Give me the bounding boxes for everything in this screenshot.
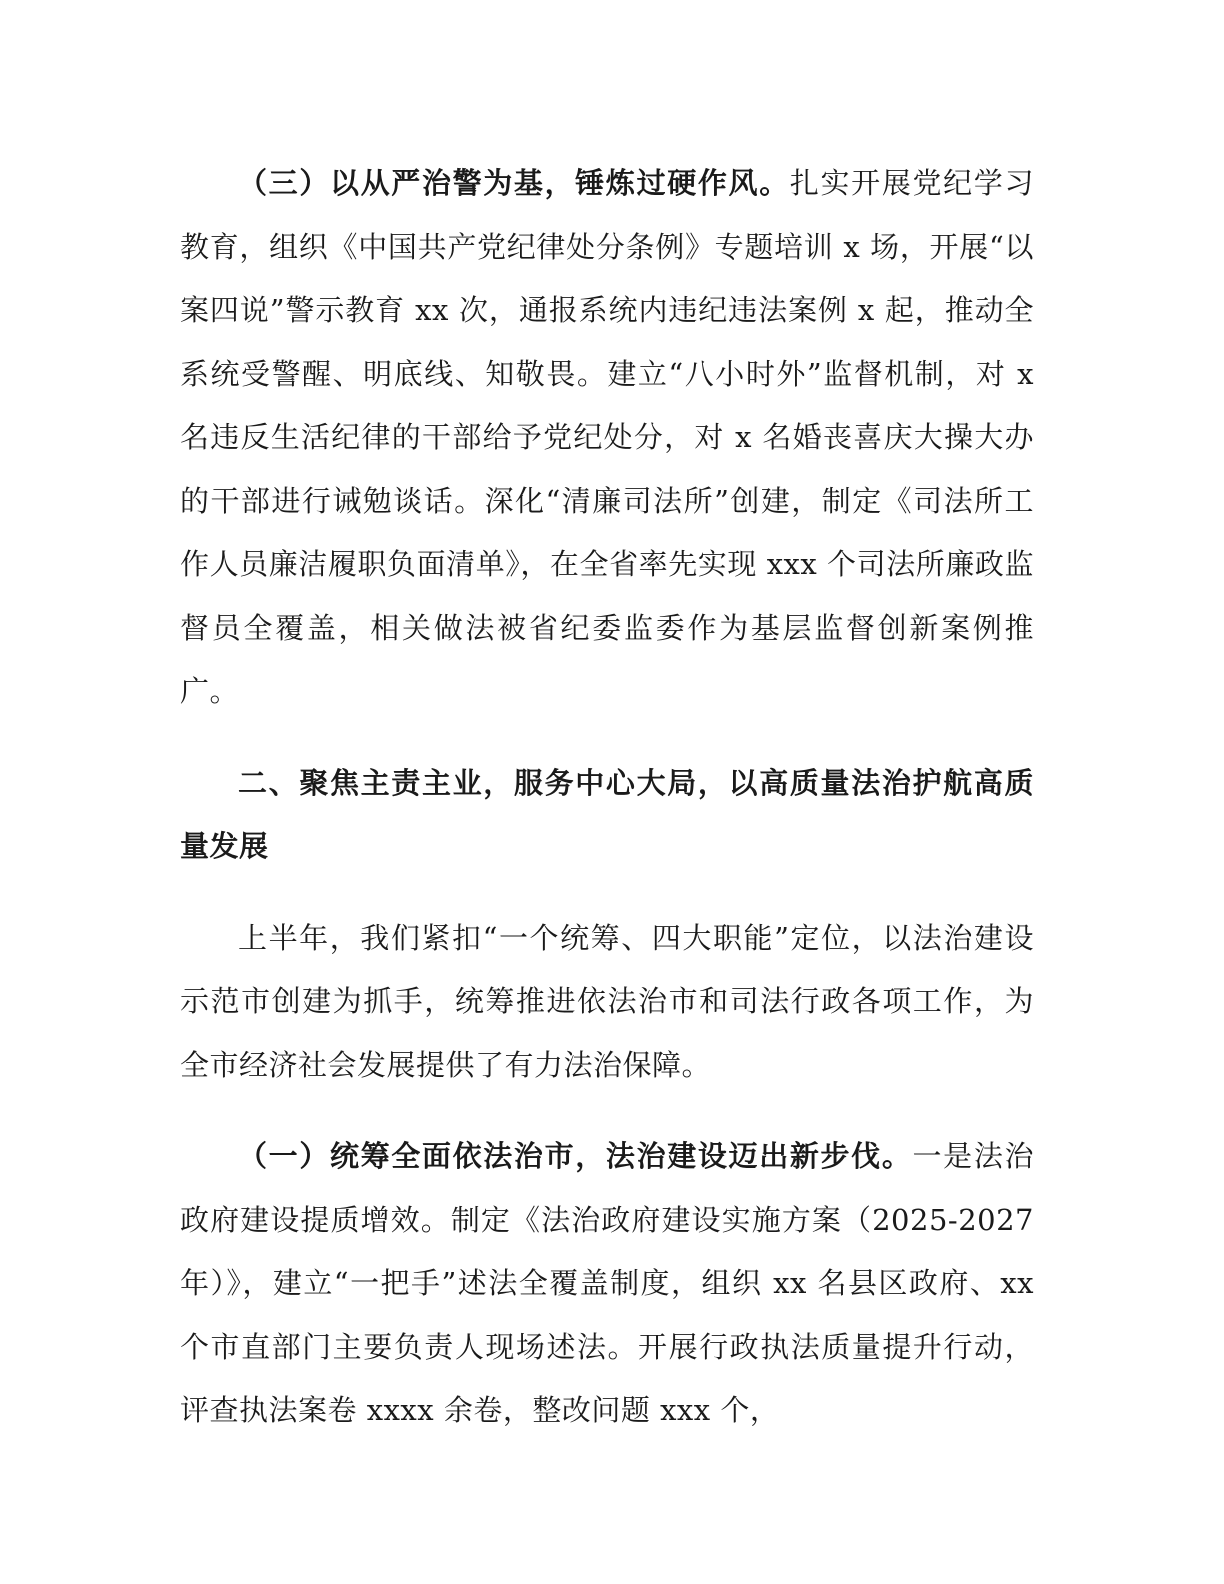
chapter-2-heading: 二、聚焦主责主业，服务中心大局，以高质量法治护航高质量发展: [180, 765, 1034, 863]
section-1-paragraph: [180, 1125, 1034, 1443]
section-1-lead: （一）统筹全面依法治市，法治建设迈出新步伐。: [238, 1139, 913, 1173]
document-page: [180, 152, 1034, 1443]
chapter-2-intro: 上半年，我们紧扣“一个统筹、四大职能”定位，以法治建设示范市创建为抓手，统筹推进依法治市和司法行政各项工作，为全市经济社会发展提供了有力法治保障。: [180, 920, 1034, 1082]
section-3-lead: （三）以从严治警为基，锤炼过硬作风。: [238, 166, 790, 200]
section-3-paragraph: [180, 152, 1034, 724]
section-3-body: 扎实开展党纪学习教育，组织《中国共产党纪律处分条例》专题培训 x 场，开展“以案四说”警示教育 xx 次，通报系统内违纪违法案例 x 起，推动全系统受警醒、明底线、知敬畏。建立“八小时外”监督机制，对 x 名违反生活纪律的干部给予党纪处分，对 x 名婚丧喜庆大操大办的干部进行诫勉谈话。深化“清廉司法所”创建，制定《司法所工作人员廉洁履职负面清单》，在全省率先实现 xxx 个司法所廉政监督员全覆盖，相关做法被省纪委监委作为基层监督创新案例推广。: [180, 166, 1034, 708]
section-1-body: 一是法治政府建设提质增效。制定《法治政府建设实施方案（2025-2027 年）》，建立“一把手”述法全覆盖制度，组织 xx 名县区政府、xx 个市直部门主要负责人现场述法。开展行政执法质量提升行动，评查执法案卷 xxxx 余卷，整改问题 xxx 个，: [180, 1139, 1034, 1427]
